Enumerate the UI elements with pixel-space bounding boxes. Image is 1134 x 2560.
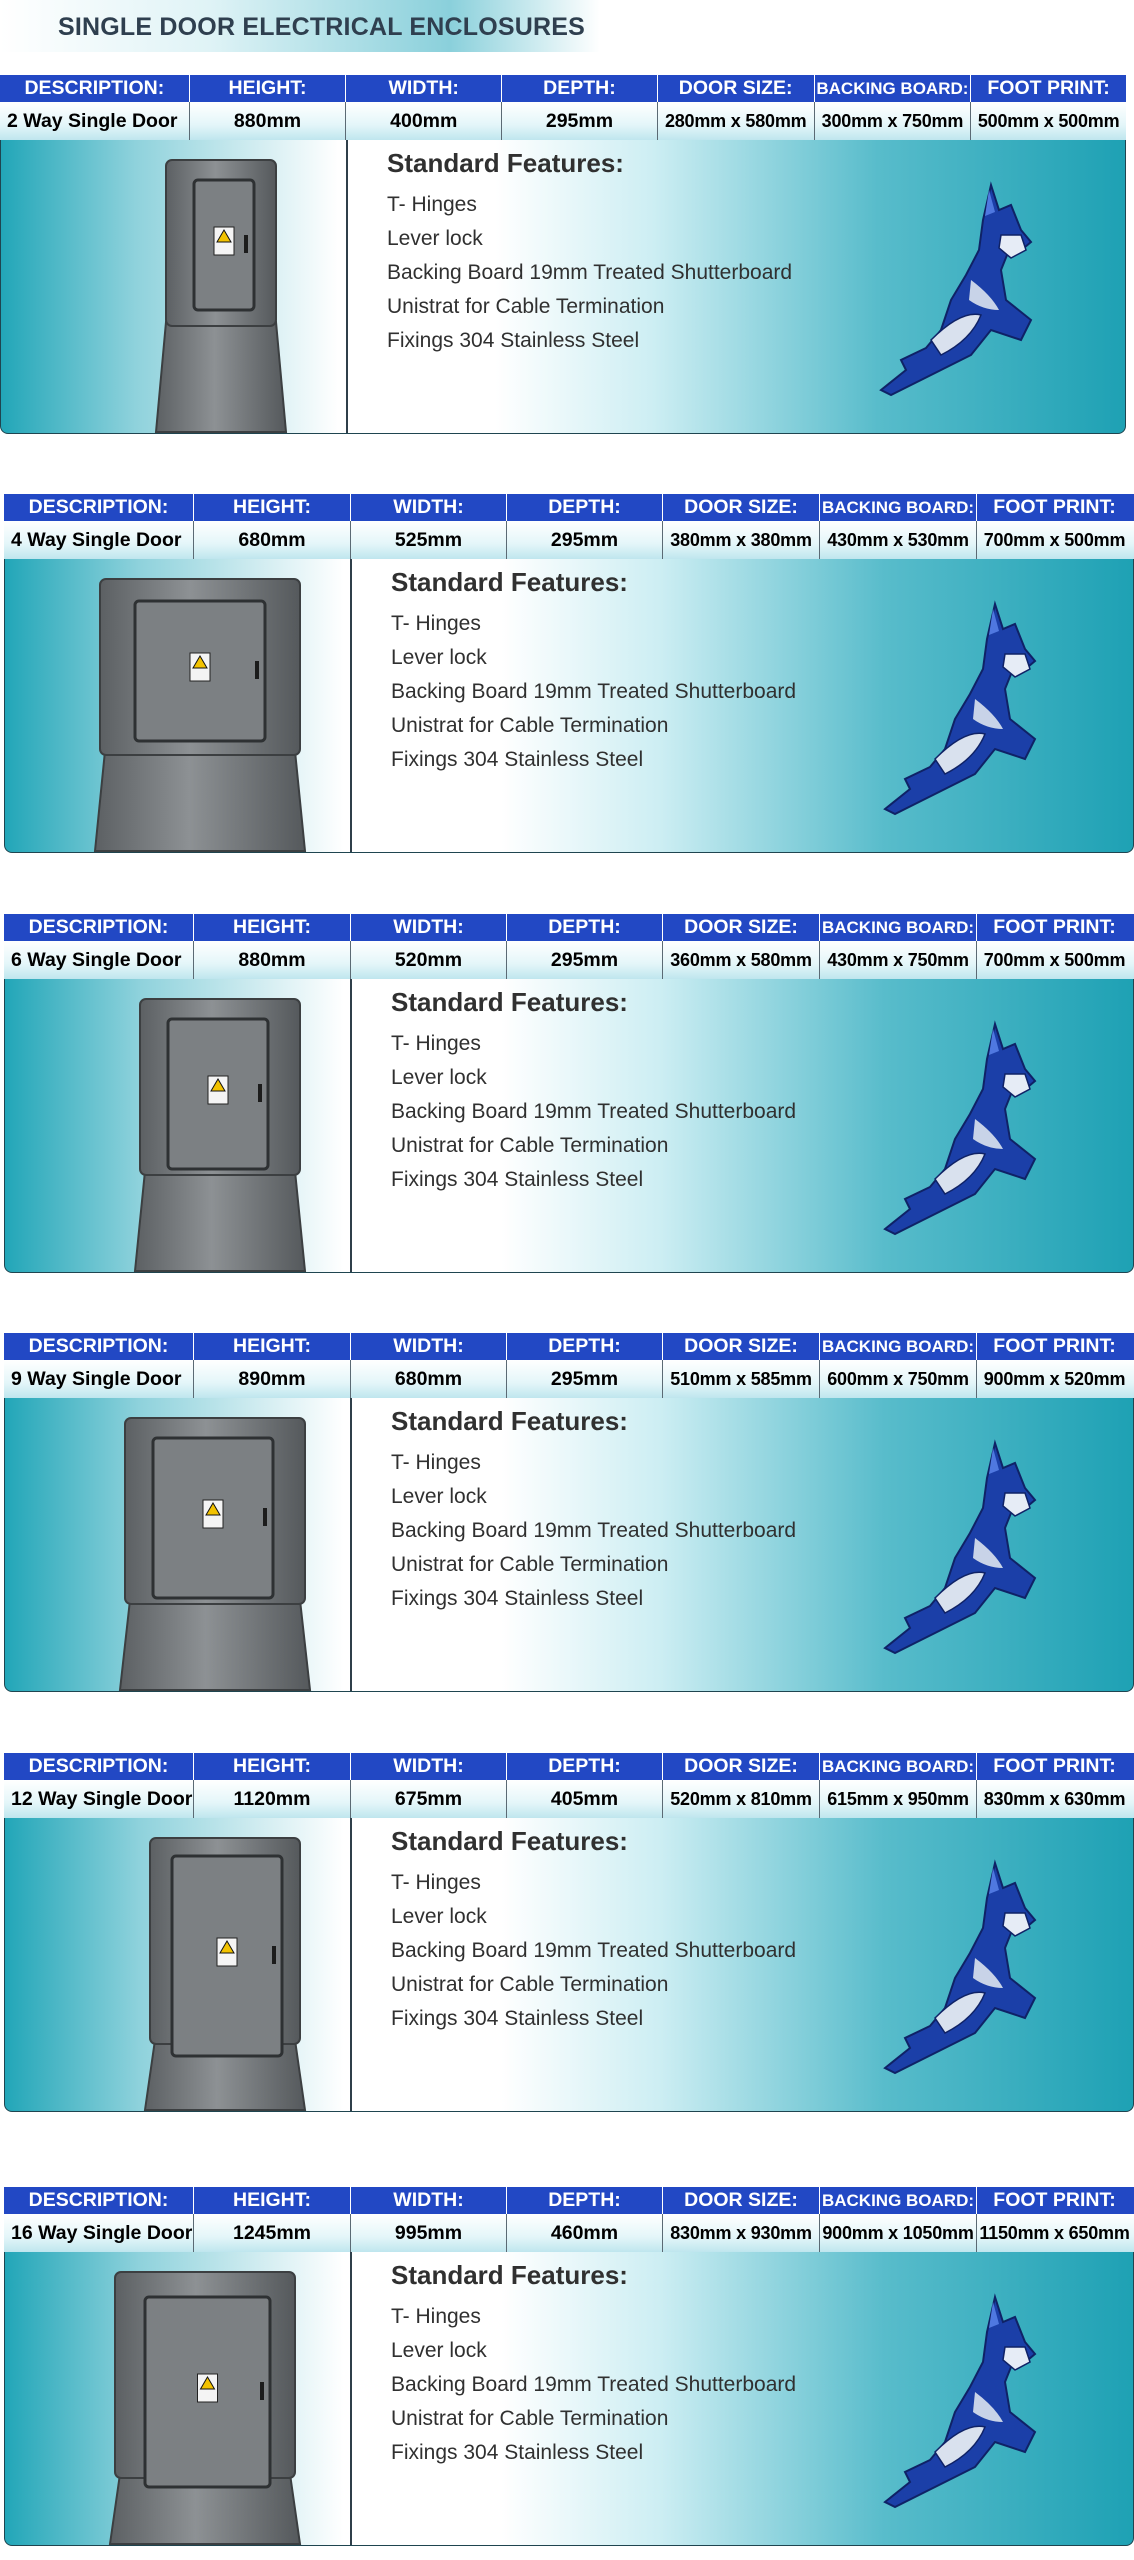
feature-item: Backing Board 19mm Treated Shutterboard — [391, 1519, 797, 1542]
features-heading: Standard Features: — [387, 148, 624, 178]
mascot-logo-icon — [875, 1438, 1055, 1658]
cell-height: 1245mm — [194, 2214, 351, 2252]
column-header-backing-board: BACKING BOARD: — [820, 1333, 977, 1360]
cell-description: 2 Way Single Door — [0, 102, 190, 140]
column-header-description: DESCRIPTION: — [4, 2187, 194, 2214]
feature-item: Lever lock — [391, 1485, 487, 1508]
panel-divider — [350, 2252, 352, 2545]
feature-item: Lever lock — [391, 1905, 487, 1928]
enclosure-image — [90, 989, 350, 1273]
product-detail-panel — [4, 979, 1134, 1273]
column-header-height: HEIGHT: — [194, 1333, 351, 1360]
cell-description: 4 Way Single Door — [4, 521, 194, 559]
spec-value-row — [4, 2214, 1134, 2253]
feature-item: Unistrat for Cable Termination — [391, 1553, 669, 1576]
spec-header-row — [4, 914, 1134, 941]
features-heading: Standard Features: — [391, 1826, 628, 1856]
column-header-foot-print: FOOT PRINT: — [993, 496, 1116, 518]
standard-features-list — [391, 567, 796, 777]
cell-door-size: 510mm x 585mm — [663, 1360, 820, 1398]
spec-value-row — [4, 1360, 1134, 1399]
cell-backing-board: 300mm x 750mm — [815, 102, 972, 140]
cell-backing-board: 430mm x 750mm — [820, 941, 977, 979]
column-header-foot-print: FOOT PRINT: — [993, 1755, 1116, 1777]
column-header-width: WIDTH: — [346, 75, 502, 102]
spec-value-row — [0, 102, 1126, 141]
panel-divider — [346, 140, 348, 433]
mascot-logo-icon — [871, 180, 1051, 400]
mascot-logo-icon — [875, 599, 1055, 819]
cell-height: 880mm — [190, 102, 347, 140]
spec-header-row — [4, 2187, 1134, 2214]
spec-header-row — [0, 75, 1126, 102]
standard-features-list — [391, 987, 796, 1197]
cell-height: 880mm — [194, 941, 351, 979]
enclosure-image — [91, 150, 351, 434]
cell-description: 12 Way Single Door — [4, 1780, 194, 1818]
feature-item: T- Hinges — [391, 1871, 481, 1894]
column-header-description: DESCRIPTION: — [4, 914, 194, 941]
column-header-backing-board: BACKING BOARD: — [820, 914, 977, 941]
cell-description: 16 Way Single Door — [4, 2214, 194, 2252]
feature-item: T- Hinges — [387, 193, 477, 216]
cell-backing-board: 600mm x 750mm — [820, 1360, 977, 1398]
column-header-height: HEIGHT: — [194, 1753, 351, 1780]
cell-depth: 295mm — [507, 941, 663, 979]
cell-width: 400mm — [346, 102, 502, 140]
feature-item: Backing Board 19mm Treated Shutterboard — [387, 261, 793, 284]
features-heading: Standard Features: — [391, 987, 628, 1017]
column-header-height: HEIGHT: — [190, 75, 347, 102]
mascot-logo-icon — [875, 1858, 1055, 2078]
standard-features-list — [391, 1406, 796, 1616]
spec-header-row — [4, 1333, 1134, 1360]
enclosure-image — [75, 2262, 335, 2546]
feature-item: Lever lock — [387, 227, 483, 250]
column-header-backing-board: BACKING BOARD: — [820, 2187, 977, 2214]
column-header-description: DESCRIPTION: — [0, 75, 190, 102]
column-header-width: WIDTH: — [351, 2187, 507, 2214]
cell-width: 520mm — [351, 941, 507, 979]
enclosure-image — [85, 1408, 345, 1692]
column-header-door-size: DOOR SIZE: — [663, 2187, 820, 2214]
column-header-door-size: DOOR SIZE: — [663, 1753, 820, 1780]
feature-item: Backing Board 19mm Treated Shutterboard — [391, 2373, 797, 2396]
column-header-door-size: DOOR SIZE: — [658, 75, 815, 102]
feature-item: Unistrat for Cable Termination — [391, 2407, 669, 2430]
cell-foot-print: 700mm x 500mm — [983, 529, 1126, 550]
spec-header-row — [4, 494, 1134, 521]
column-header-width: WIDTH: — [351, 1753, 507, 1780]
column-header-foot-print: FOOT PRINT: — [993, 2189, 1116, 2211]
feature-item: Fixings 304 Stainless Steel — [391, 1168, 644, 1191]
column-header-depth: DEPTH: — [507, 1753, 663, 1780]
feature-item: Lever lock — [391, 2339, 487, 2362]
panel-divider — [350, 979, 352, 1272]
feature-item: T- Hinges — [391, 2305, 481, 2328]
cell-backing-board: 430mm x 530mm — [820, 521, 977, 559]
page-title: SINGLE DOOR ELECTRICAL ENCLOSURES — [58, 13, 586, 41]
cell-width: 995mm — [351, 2214, 507, 2252]
cell-foot-print: 500mm x 500mm — [977, 110, 1120, 131]
panel-divider — [350, 1818, 352, 2111]
column-header-depth: DEPTH: — [502, 75, 658, 102]
feature-item: Unistrat for Cable Termination — [387, 295, 665, 318]
feature-item: Fixings 304 Stainless Steel — [391, 2441, 644, 2464]
feature-item: Unistrat for Cable Termination — [391, 1134, 669, 1157]
column-header-depth: DEPTH: — [507, 494, 663, 521]
column-header-height: HEIGHT: — [194, 2187, 351, 2214]
page-title-banner — [0, 0, 600, 52]
column-header-description: DESCRIPTION: — [4, 1753, 194, 1780]
cell-foot-print: 900mm x 520mm — [983, 1368, 1126, 1389]
enclosure-image — [70, 569, 330, 853]
cell-door-size: 280mm x 580mm — [658, 102, 815, 140]
column-header-width: WIDTH: — [351, 494, 507, 521]
column-header-foot-print: FOOT PRINT: — [987, 77, 1110, 99]
cell-height: 680mm — [194, 521, 351, 559]
features-heading: Standard Features: — [391, 567, 628, 597]
features-heading: Standard Features: — [391, 2260, 628, 2290]
column-header-door-size: DOOR SIZE: — [663, 494, 820, 521]
cell-depth: 460mm — [507, 2214, 663, 2252]
feature-item: T- Hinges — [391, 1451, 481, 1474]
column-header-backing-board: BACKING BOARD: — [820, 1753, 977, 1780]
column-header-width: WIDTH: — [351, 914, 507, 941]
feature-item: Fixings 304 Stainless Steel — [391, 2007, 644, 2030]
feature-item: T- Hinges — [391, 1032, 481, 1055]
feature-item: Lever lock — [391, 1066, 487, 1089]
column-header-depth: DEPTH: — [507, 1333, 663, 1360]
spec-value-row — [4, 941, 1134, 980]
feature-item: Backing Board 19mm Treated Shutterboard — [391, 1100, 797, 1123]
feature-item: Lever lock — [391, 646, 487, 669]
cell-backing-board: 900mm x 1050mm — [820, 2214, 977, 2252]
feature-item: Unistrat for Cable Termination — [391, 714, 669, 737]
cell-width: 680mm — [351, 1360, 507, 1398]
feature-item: Fixings 304 Stainless Steel — [391, 1587, 644, 1610]
column-header-backing-board: BACKING BOARD: — [815, 75, 972, 102]
column-header-door-size: DOOR SIZE: — [663, 914, 820, 941]
spec-value-row — [4, 1780, 1134, 1819]
column-header-foot-print: FOOT PRINT: — [993, 916, 1116, 938]
column-header-depth: DEPTH: — [507, 914, 663, 941]
mascot-logo-icon — [875, 1019, 1055, 1239]
column-header-depth: DEPTH: — [507, 2187, 663, 2214]
feature-item: Backing Board 19mm Treated Shutterboard — [391, 680, 797, 703]
column-header-height: HEIGHT: — [194, 914, 351, 941]
enclosure-image — [95, 1828, 355, 2112]
cell-door-size: 830mm x 930mm — [663, 2214, 820, 2252]
feature-item: Fixings 304 Stainless Steel — [387, 329, 640, 352]
product-detail-panel — [4, 2252, 1134, 2546]
cell-depth: 405mm — [507, 1780, 663, 1818]
feature-item: Fixings 304 Stainless Steel — [391, 748, 644, 771]
cell-foot-print: 1150mm x 650mm — [979, 2222, 1130, 2243]
product-detail-panel — [4, 1398, 1134, 1692]
cell-height: 1120mm — [194, 1780, 351, 1818]
feature-item: Unistrat for Cable Termination — [391, 1973, 669, 1996]
standard-features-list — [391, 1826, 796, 2036]
product-detail-panel — [4, 1818, 1134, 2112]
cell-door-size: 520mm x 810mm — [663, 1780, 820, 1818]
column-header-door-size: DOOR SIZE: — [663, 1333, 820, 1360]
spec-value-row — [4, 521, 1134, 560]
features-heading: Standard Features: — [391, 1406, 628, 1436]
spec-header-row — [4, 1753, 1134, 1780]
cell-depth: 295mm — [502, 102, 658, 140]
standard-features-list — [387, 148, 792, 358]
panel-divider — [350, 559, 352, 852]
cell-description: 6 Way Single Door — [4, 941, 194, 979]
cell-width: 675mm — [351, 1780, 507, 1818]
cell-width: 525mm — [351, 521, 507, 559]
cell-door-size: 380mm x 380mm — [663, 521, 820, 559]
feature-item: Backing Board 19mm Treated Shutterboard — [391, 1939, 797, 1962]
column-header-width: WIDTH: — [351, 1333, 507, 1360]
cell-backing-board: 615mm x 950mm — [820, 1780, 977, 1818]
cell-foot-print: 830mm x 630mm — [983, 1788, 1126, 1809]
feature-item: T- Hinges — [391, 612, 481, 635]
column-header-description: DESCRIPTION: — [4, 494, 194, 521]
column-header-height: HEIGHT: — [194, 494, 351, 521]
product-detail-panel — [4, 559, 1134, 853]
column-header-backing-board: BACKING BOARD: — [820, 494, 977, 521]
cell-foot-print: 700mm x 500mm — [983, 949, 1126, 970]
product-detail-panel — [0, 140, 1126, 434]
cell-depth: 295mm — [507, 521, 663, 559]
column-header-description: DESCRIPTION: — [4, 1333, 194, 1360]
cell-depth: 295mm — [507, 1360, 663, 1398]
mascot-logo-icon — [875, 2292, 1055, 2512]
panel-divider — [350, 1398, 352, 1691]
cell-door-size: 360mm x 580mm — [663, 941, 820, 979]
cell-height: 890mm — [194, 1360, 351, 1398]
cell-description: 9 Way Single Door — [4, 1360, 194, 1398]
standard-features-list — [391, 2260, 796, 2470]
column-header-foot-print: FOOT PRINT: — [993, 1335, 1116, 1357]
